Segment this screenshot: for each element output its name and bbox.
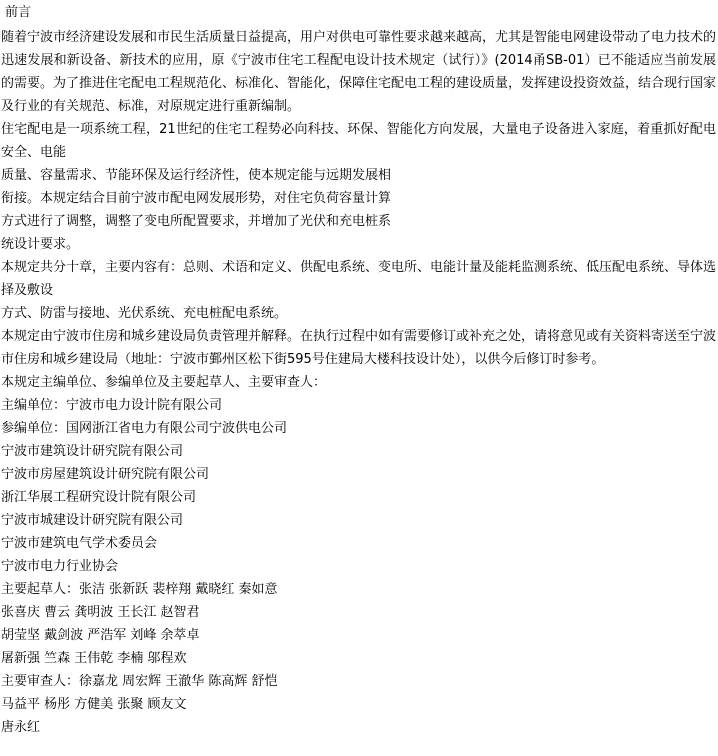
text-line: 质量、容量需求、节能环保及运行经济性，使本规定能与远期发展相 [1,168,392,183]
text-line: 本规定主编单位、参编单位及主要起草人、主要审查人： [1,375,327,390]
reviewers-line: 马益平 杨彤 方健美 张聚 顾友文 [1,697,187,712]
participating-unit: 宁波市电力行业协会 [1,559,119,574]
reviewers-line: 唐永红 [1,720,41,735]
drafters-line: 屠新强 竺森 王伟乾 李楠 邬程欢 [1,651,187,666]
participating-unit: 宁波市建筑电气学术委员会 [1,536,158,551]
drafters-line: 胡莹坚 戴剑波 严浩军 刘峰 余萃卓 [1,628,200,643]
text-line: 衔接。本规定结合目前宁波市配电网发展形势，对住宅负荷容量计算 [1,191,392,206]
participating-unit: 宁波市房屋建筑设计研究院有限公司 [1,467,210,482]
paragraph-system-engineering: 住宅配电是一项系统工程，21世纪的住宅工程势必向科技、环保、智能化方向发展，大量电子设备进入家庭，着重抓好配电安全、电能 [1,122,716,160]
document-title: 前言 [5,5,32,20]
paragraph-background: 随着宁波市经济建设发展和市民生活质量日益提高，用户对供电可靠性要求越来越高，尤其是智能电网建设带动了电力技术的迅速发展和新设备、新技术的应用，原《宁波市住宅工程配电设计技术规定（试行）》(2014甬SB-01）已不能适应当前发展的需要。为了推进住宅配电工程规范化、标准化、智能化，保障住宅配电工程的建设质量，发挥建设投资效益，结合现行国家及行业的有关规范、标准，对原规定进行重新编制。 [1,30,717,114]
paragraph-management: 本规定由宁波市住房和城乡建设局负责管理并解释。在执行过程中如有需要修订或补充之处，请将意见或有关资料寄送至宁波市住房和城乡建设局（地址：宁波市鄞州区松下街595号住建局大楼科技设计处），以供今后修订时参考。 [1,329,717,367]
drafters-line: 主要起草人：张洁 张新跃 裴梓翔 戴晓红 秦如意 [1,582,278,597]
text-line: 方式进行了调整，调整了变电所配置要求，并增加了光伏和充电桩系 [1,214,392,229]
chief-editor-unit: 主编单位：宁波市电力设计院有限公司 [1,398,223,413]
drafters-line: 张喜庆 曹云 龚明波 王长江 赵智君 [1,605,200,620]
participating-unit: 宁波市城建设计研究院有限公司 [1,513,184,528]
participating-unit: 宁波市建筑设计研究院有限公司 [1,444,184,459]
reviewers-line: 主要审查人：徐嘉龙 周宏辉 王澈华 陈高辉 舒恺 [1,674,278,689]
text-line: 方式、防雷与接地、光伏系统、充电桩配电系统。 [1,306,288,321]
participating-unit: 参编单位：国网浙江省电力有限公司宁波供电公司 [1,421,288,436]
paragraph-chapters: 本规定共分十章，主要内容有：总则、术语和定义、供配电系统、变电所、电能计量及能耗监测系统、低压配电系统、导体选择及敷设 [1,260,717,298]
participating-unit: 浙江华展工程研究设计院有限公司 [1,490,197,505]
text-line: 统设计要求。 [1,237,80,252]
